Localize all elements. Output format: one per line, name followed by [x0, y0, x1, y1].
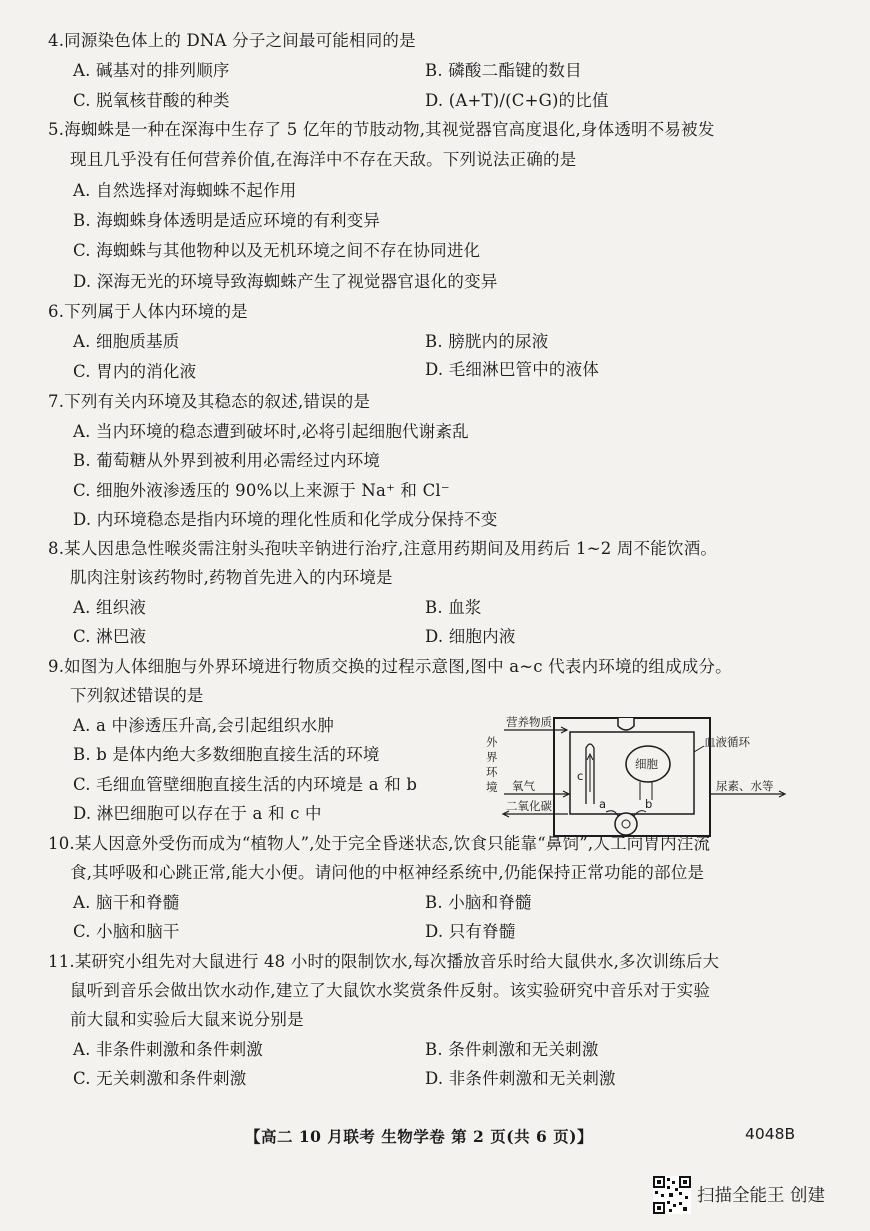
q11-option-a: A. 非条件刺激和条件刺激 [73, 1040, 264, 1059]
scanner-watermark: 扫描全能王 创建 [697, 1186, 826, 1206]
q8-stem: 8.某人因患急性喉炎需注射头孢呋辛钠进行治疗,注意用药期间及用药后 1~2 周不能饮酒。 [48, 539, 718, 558]
q11-option-b: B. 条件刺激和无关刺激 [425, 1040, 599, 1059]
q4-option-a: A. 碱基对的排列顺序 [73, 61, 230, 80]
diagram-outside-2: 界 [486, 750, 498, 764]
q10-option-d: D. 只有脊髓 [425, 922, 516, 941]
q5-option-d: D. 深海无光的环境导致海蜘蛛产生了视觉器官退化的变异 [73, 272, 498, 291]
q11-stem-cont-2: 前大鼠和实验后大鼠来说分别是 [70, 1010, 304, 1029]
q10-option-c: C. 小脑和脑干 [73, 922, 180, 941]
q4-option-b: B. 磷酸二酯键的数目 [425, 61, 582, 80]
q6-stem: 6.下列属于人体内环境的是 [48, 302, 248, 321]
diagram-outside-3: 环 [486, 765, 498, 779]
q10-stem-cont: 食,其呼吸和心跳正常,能大小便。请问他的中枢神经系统中,仍能保持正常功能的部位是 [70, 863, 705, 882]
diagram-label-b: b [645, 797, 653, 811]
q5-stem-cont: 现且几乎没有任何营养价值,在海洋中不存在天敌。下列说法正确的是 [70, 150, 577, 169]
q9-option-d: D. 淋巴细胞可以存在于 a 和 c 中 [73, 804, 322, 823]
q11-option-d: D. 非条件刺激和无关刺激 [425, 1069, 616, 1088]
page-footer: 【高二 10 月联考 生物学卷 第 2 页(共 6 页)】 [245, 1127, 593, 1146]
q7-option-a: A. 当内环境的稳态遭到破坏时,必将引起细胞代谢紊乱 [73, 422, 469, 441]
q8-option-d: D. 细胞内液 [425, 627, 516, 646]
q11-option-c: C. 无关刺激和条件刺激 [73, 1069, 247, 1088]
q5-option-c: C. 海蜘蛛与其他物种以及无机环境之间不存在协同进化 [73, 241, 481, 260]
q8-option-c: C. 淋巴液 [73, 627, 147, 646]
q8-stem-cont: 肌肉注射该药物时,药物首先进入的内环境是 [70, 568, 393, 587]
q4-option-d: D. (A+T)/(C+G)的比值 [425, 91, 609, 110]
diagram-capillary-loop [615, 813, 637, 835]
diagram-label-c: c [577, 769, 584, 783]
diagram-cell-label: 细胞 [635, 757, 658, 771]
q8-option-b: B. 血浆 [425, 598, 482, 617]
q5-option-a: A. 自然选择对海蜘蛛不起作用 [73, 181, 297, 200]
q7-option-d: D. 内环境稳态是指内环境的理化性质和化学成分保持不变 [73, 510, 498, 529]
q10-stem: 10.某人因意外受伤而成为“植物人”,处于完全昏迷状态,饮食只能靠“鼻饲”,人工向胃内注流 [48, 834, 711, 853]
q10-option-b: B. 小脑和脊髓 [425, 893, 532, 912]
paper-code: 4048B [745, 1125, 796, 1143]
diagram-outside-1: 外 [486, 735, 498, 749]
q9-option-a: A. a 中渗透压升高,会引起组织水肿 [73, 716, 335, 735]
diagram-notch [618, 718, 634, 730]
q6-option-c: C. 胃内的消化液 [73, 362, 197, 381]
q5-stem: 5.海蜘蛛是一种在深海中生存了 5 亿年的节肢动物,其视觉器官高度退化,身体透明不易被发 [48, 120, 715, 139]
exchange-diagram [478, 712, 790, 842]
q9-option-c: C. 毛细血管壁细胞直接生活的内环境是 a 和 b [73, 775, 418, 794]
diagram-co2-label: 二氧化碳 [506, 799, 552, 813]
qr-code-icon [653, 1176, 691, 1214]
q6-option-b: B. 膀胱内的尿液 [425, 332, 549, 351]
q9-stem: 9.如图为人体细胞与外界环境进行物质交换的过程示意图,图中 a~c 代表内环境的组成成分。 [48, 657, 732, 676]
q6-option-a: A. 细胞质基质 [73, 332, 180, 351]
q6-option-d: D. 毛细淋巴管中的液体 [425, 360, 600, 379]
diagram-circulation-label: 血液循环 [704, 735, 750, 749]
diagram-oxygen-label: 氧气 [512, 779, 535, 793]
diagram-nutrients-label: 营养物质 [506, 715, 552, 729]
q7-stem: 7.下列有关内环境及其稳态的叙述,错误的是 [48, 392, 371, 411]
q11-stem-cont-1: 鼠听到音乐会做出饮水动作,建立了大鼠饮水奖赏条件反射。该实验研究中音乐对于实验 [70, 981, 711, 1000]
diagram-urine-label: 尿素、水等 [716, 779, 774, 793]
q5-option-b: B. 海蜘蛛身体透明是适应环境的有利变异 [73, 211, 381, 230]
q8-option-a: A. 组织液 [73, 598, 147, 617]
diagram-label-a: a [599, 797, 607, 811]
q10-option-a: A. 脑干和脊髓 [73, 893, 180, 912]
q4-stem: 4.同源染色体上的 DNA 分子之间最可能相同的是 [48, 31, 416, 50]
q9-option-b: B. b 是体内绝大多数细胞直接生活的环境 [73, 745, 380, 764]
q7-option-b: B. 葡萄糖从外界到被利用必需经过内环境 [73, 451, 381, 470]
q11-stem: 11.某研究小组先对大鼠进行 48 小时的限制饮水,每次播放音乐时给大鼠供水,多次训练后大 [48, 952, 720, 971]
diagram-outside-4: 境 [486, 780, 498, 794]
q4-option-c: C. 脱氧核苷酸的种类 [73, 91, 230, 110]
q9-stem-cont: 下列叙述错误的是 [70, 686, 204, 705]
q7-option-c: C. 细胞外液渗透压的 90%以上来源于 Na⁺ 和 Cl⁻ [73, 481, 450, 500]
